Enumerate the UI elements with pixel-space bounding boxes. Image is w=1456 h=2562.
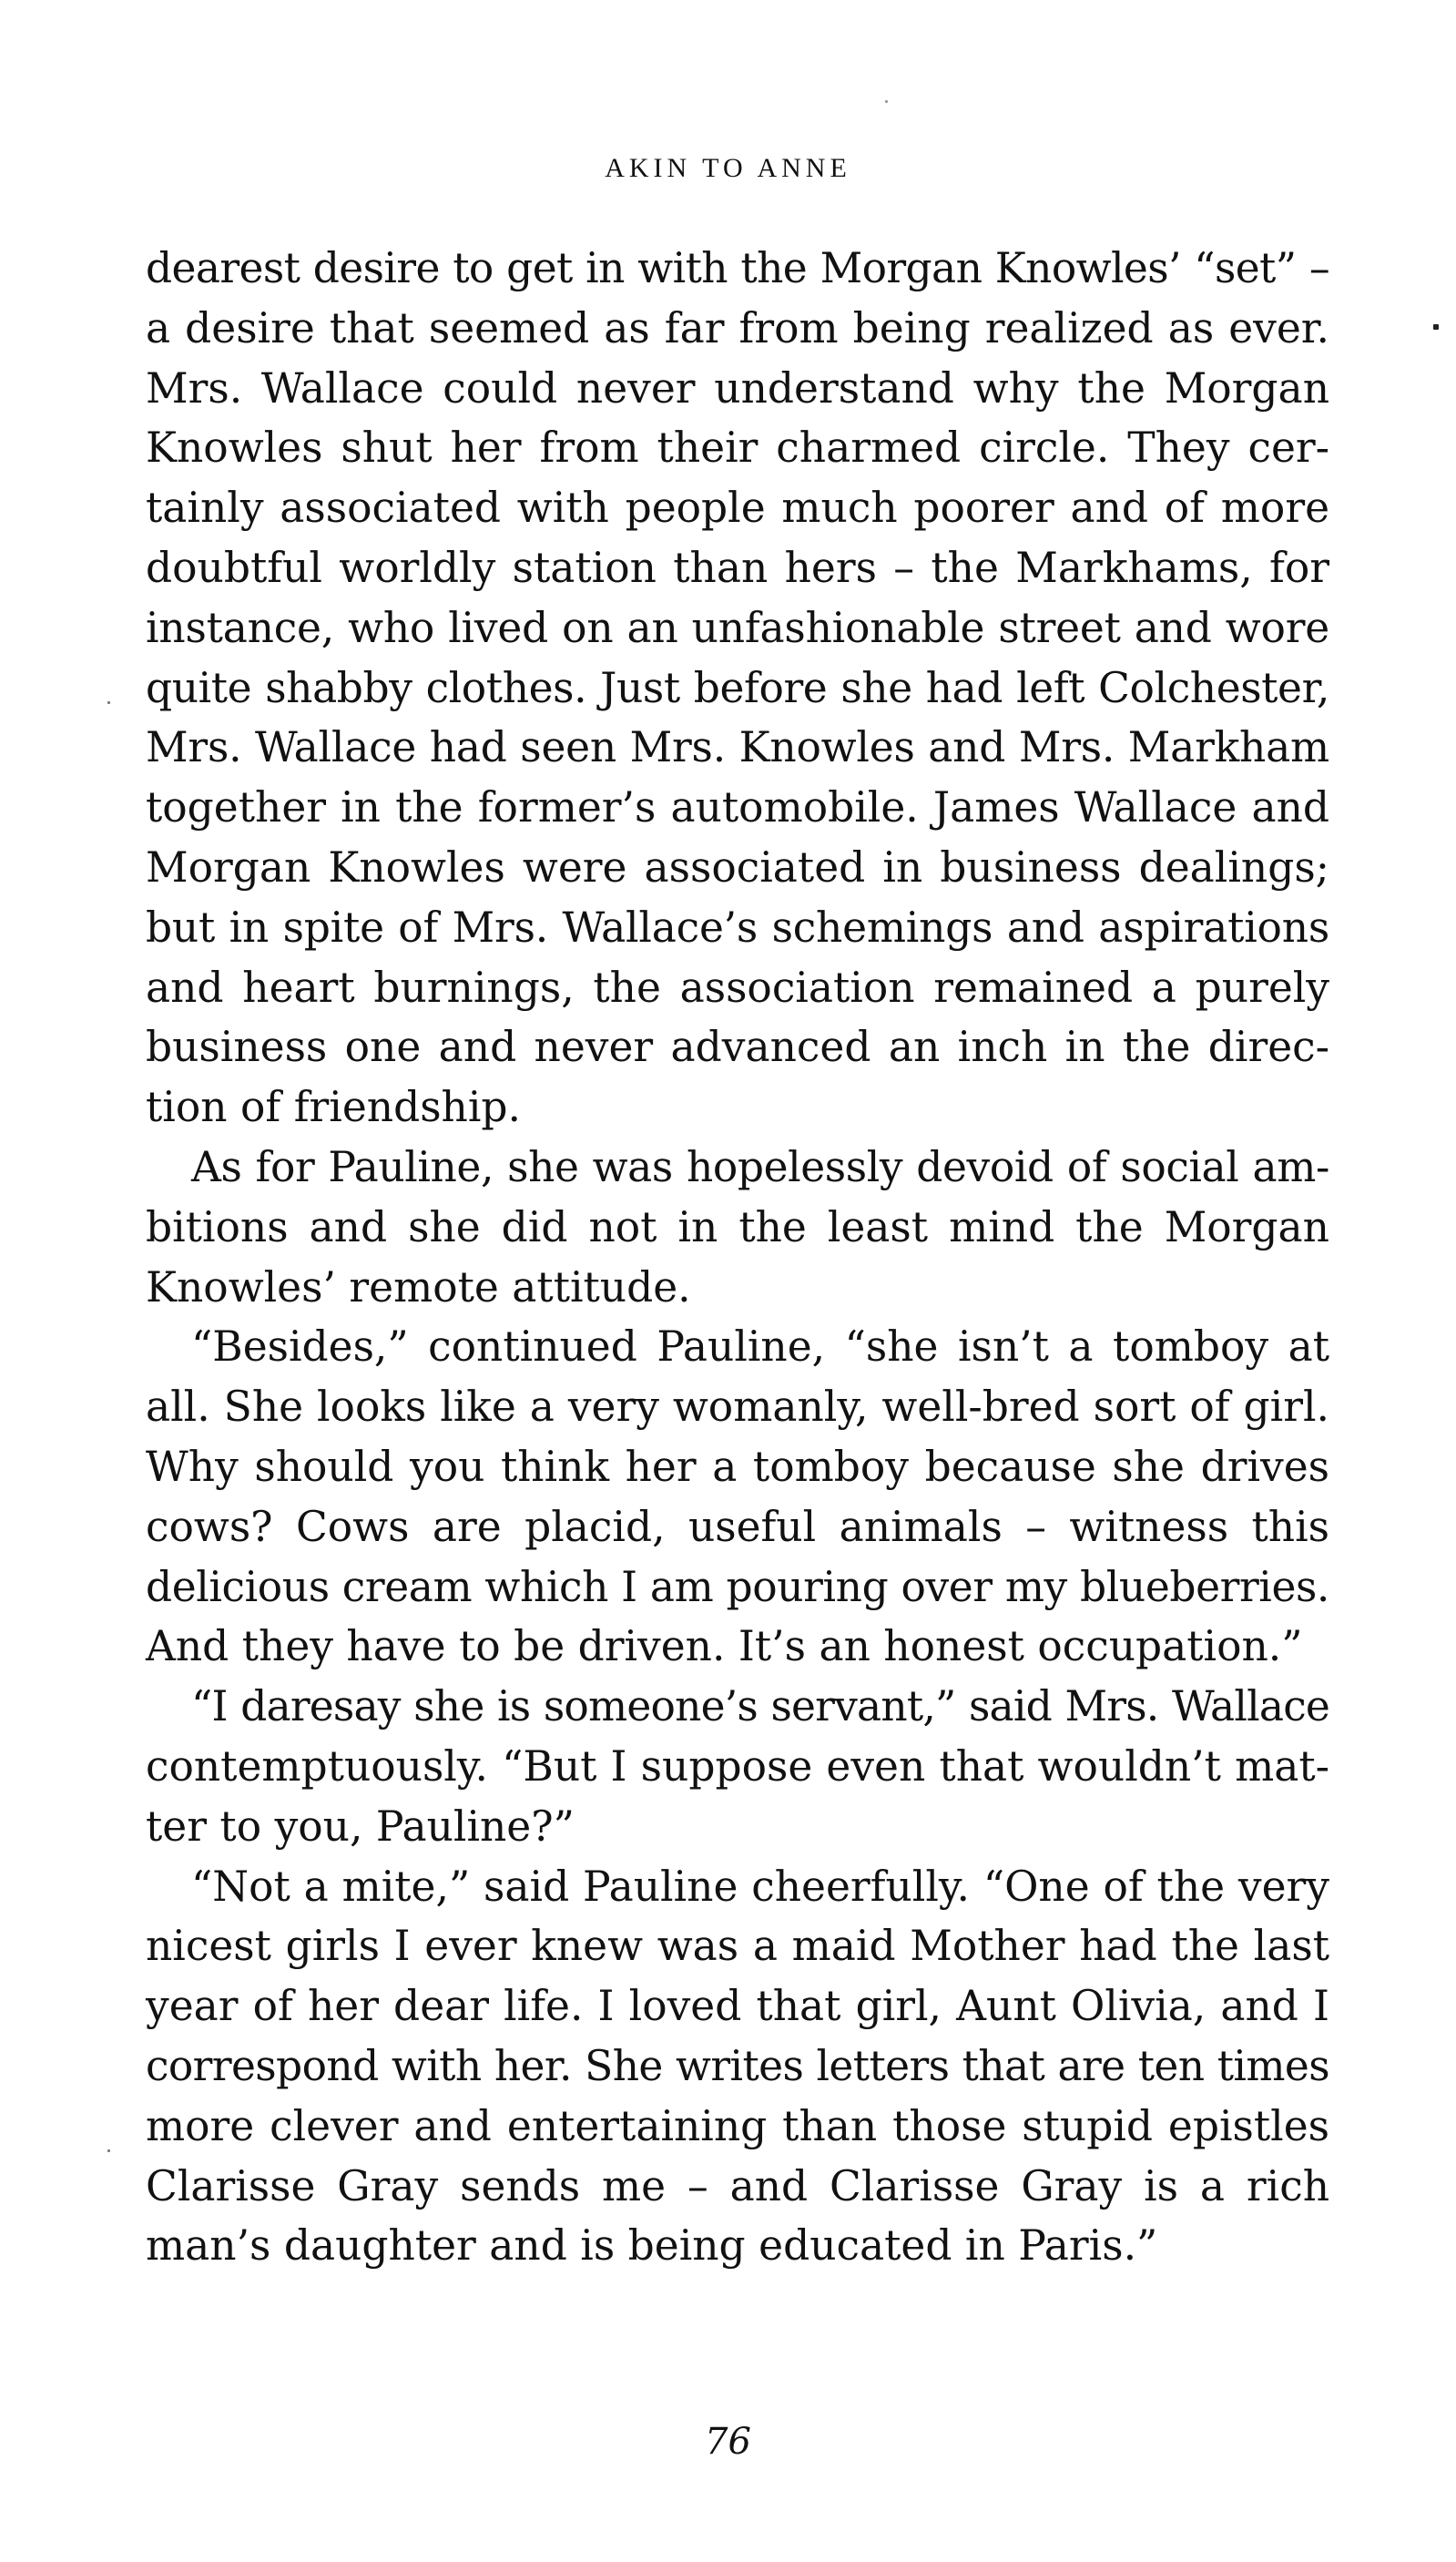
text-line: Why should you think her a tomboy because she drives [146,1442,1329,1491]
text-line: tainly associated with people much poorer and of more [146,484,1329,533]
text-line: all. She looks like a very womanly, well-bred sort of girl. [146,1383,1329,1432]
text-line: business one and never advanced an inch in the direc- [146,1023,1329,1072]
text-line: man’s daughter and is being educated in Paris.” [146,2221,1158,2271]
print-speck [107,2149,110,2152]
text-line: “Not a mite,” said Pauline cheerfully. “One of the very [191,1862,1329,1911]
text-line: and heart burnings, the association remained a purely [146,963,1329,1012]
text-line: Morgan Knowles were associated in business dealings; [146,842,1329,892]
text-line: quite shabby clothes. Just before she had left Colchester, [146,663,1329,712]
print-speck [885,100,888,103]
text-line: correspond with her. She writes letters that are ten times [146,2041,1329,2090]
text-line: And they have to be driven. It’s an honest occupation.” [146,1622,1303,1671]
text-line: Clarisse Gray sends me – and Clarisse Gray is a rich [146,2161,1329,2210]
text-line: contemptuously. “But I suppose even that wouldn’t mat- [146,1741,1329,1791]
text-line: ter to you, Pauline?” [146,1802,575,1851]
text-line: Knowles’ remote attitude. [146,1262,691,1312]
text-line: nicest girls I ever knew was a maid Mother had the last [146,1922,1329,1971]
text-line: dearest desire to get in with the Morgan Knowles’ “set” – [146,244,1329,292]
text-line: Mrs. Wallace had seen Mrs. Knowles and Mrs. Markham [146,723,1329,772]
text-line: together in the former’s automobile. James Wallace and [146,783,1329,832]
text-line: Mrs. Wallace could never understand why the Morgan [146,363,1329,413]
text-line: a desire that seemed as far from being realized as ever. [146,303,1329,352]
print-speck [107,701,110,704]
text-line: more clever and entertaining than those stupid epistles [146,2101,1329,2150]
running-head: AKIN TO ANNE [605,153,851,183]
text-line: bitions and she did not in the least mind the Morgan [146,1202,1329,1251]
text-line: tion of friendship. [146,1083,521,1132]
text-line: delicious cream which I am pouring over my blueberries. [146,1562,1329,1611]
text-line: “I daresay she is someone’s servant,” said Mrs. Wallace [191,1682,1329,1731]
text-line: but in spite of Mrs. Wallace’s schemings and aspirations [146,903,1329,952]
text-line: doubtful worldly station than hers – the Markhams, for [146,543,1329,592]
text-line: “Besides,” continued Pauline, “she isn’t a tomboy at [191,1322,1329,1372]
text-line: Knowles shut her from their charmed circle. They cer- [146,424,1329,473]
text-line: instance, who lived on an unfashionable street and wore [146,603,1329,652]
text-line: cows? Cows are placid, useful animals – witness this [146,1502,1329,1551]
text-line: year of her dear life. I loved that girl, Aunt Olivia, and I [146,1982,1329,2031]
body-text [146,239,1329,2276]
print-speck [1433,324,1439,330]
text-line: As for Pauline, she was hopelessly devoid of social am- [191,1142,1329,1191]
page-number: 76 [705,2421,751,2463]
